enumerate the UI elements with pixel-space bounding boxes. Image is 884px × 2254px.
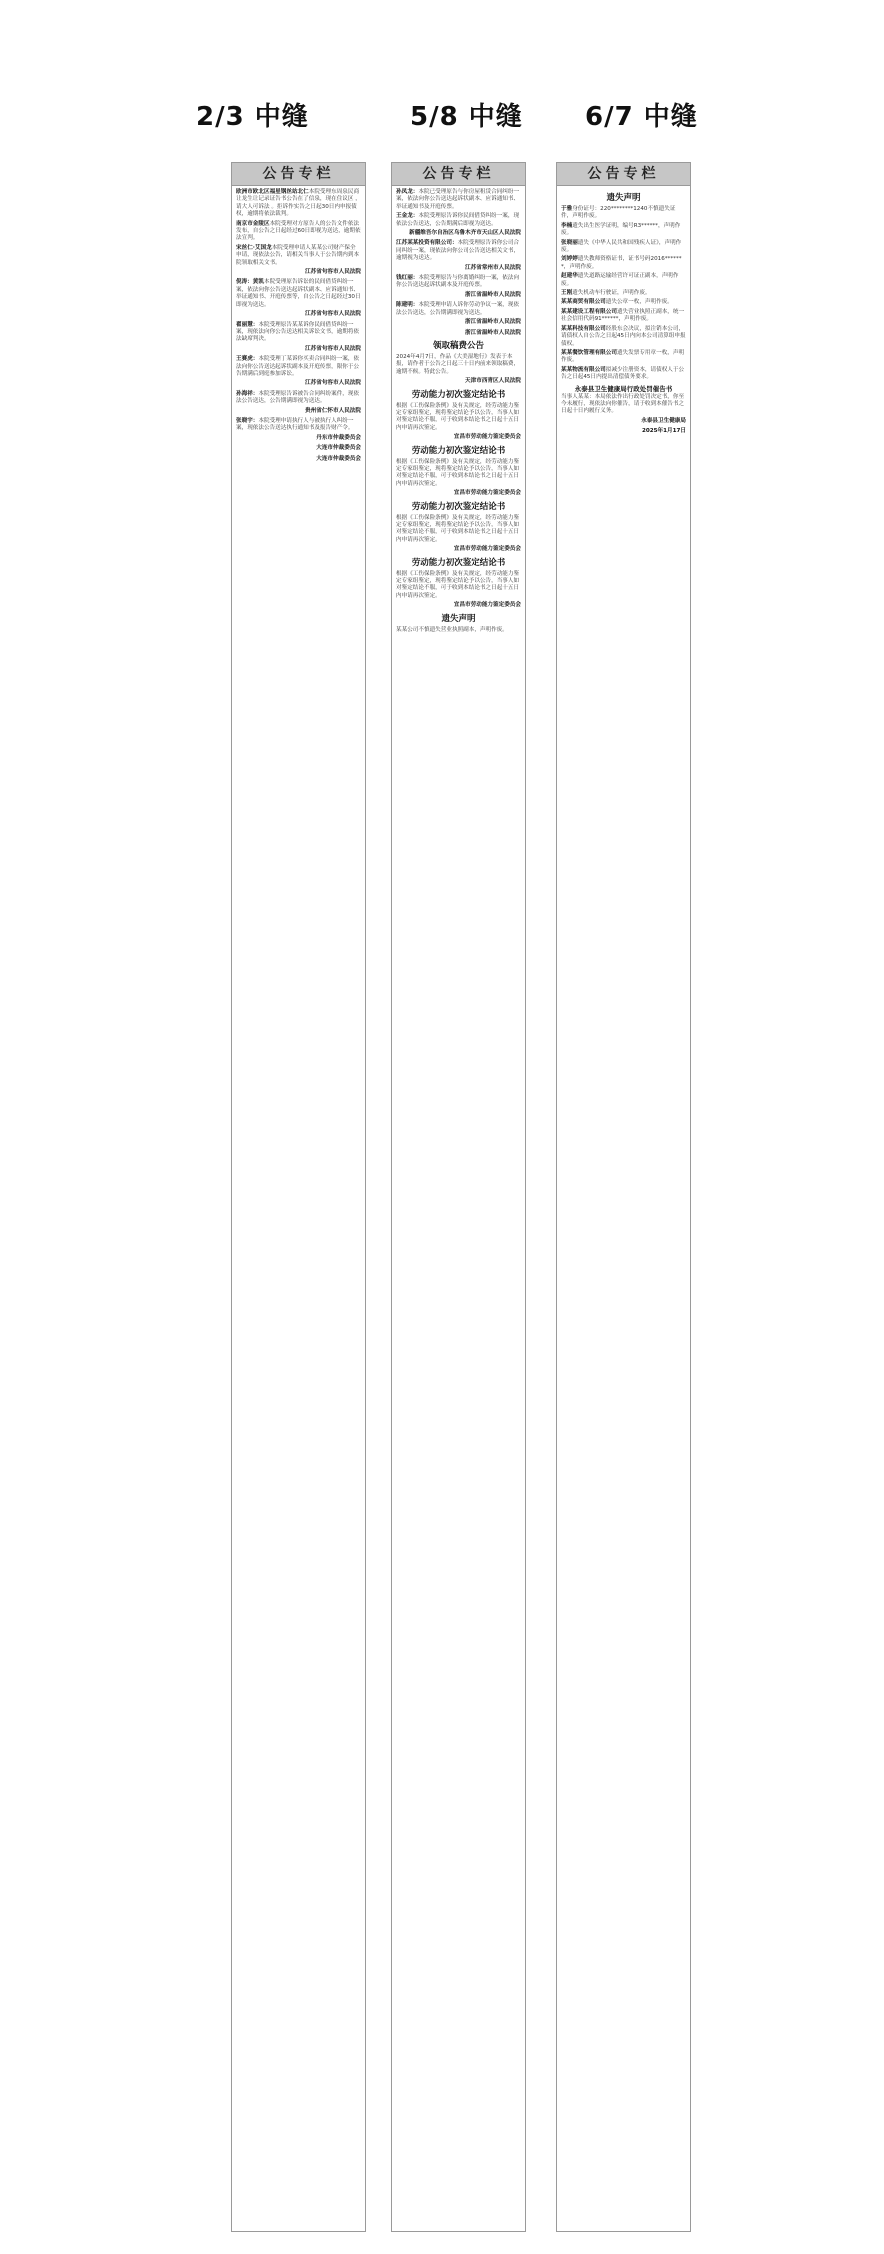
- company-entry: 某某餐饮管理有限公司遗失发票专用章一枚，声明作废。: [561, 349, 685, 364]
- labor-text: 根据《工伤保险条例》及有关规定，经劳动能力鉴定专家组鉴定，现将鉴定结论予以公告，当事人如对鉴定结论不服，可于收到本结论书之日起十五日内申请再次鉴定。: [396, 458, 520, 487]
- labor-signature: 宜昌市劳动能力鉴定委员会: [453, 490, 521, 497]
- company-entry: 某某建设工程有限公司遗失营业执照正副本，统一社会信用代码91******，声明作废。: [561, 308, 685, 323]
- column-body: [392, 186, 525, 639]
- penalty-notice-title: 永泰县卫生健康局行政处罚催告书: [574, 384, 673, 393]
- penalty-notice-signature: 永泰县卫生健康局: [641, 417, 686, 424]
- company-entry: 某某物流有限公司拟减少注册资本，请债权人于公告之日起45日内提出清偿债务要求。: [561, 366, 685, 381]
- lost-entry: 王刚遗失机动车行驶证，声明作废。: [561, 290, 651, 297]
- court-signature: 江苏省句容市人民法院: [305, 380, 361, 387]
- court-signature: 江苏省句容市人民法院: [305, 345, 361, 352]
- fold-label-1: 2/3 中缝: [196, 102, 309, 132]
- royalty-notice-signature: 天津市西青区人民法院: [465, 378, 521, 385]
- notice-entry: 倪涛：黄凯本院受理原告诉讼的民间借贷纠纷一案，依法向你公告送达起诉状副本、应诉通知书、举证通知书、开庭传票等，自公告之日起经过30日即视为送达。: [236, 279, 361, 308]
- notice-entry: 孙凤龙：本院已受理原告与你房屋租赁合同纠纷一案，依法向你公告送达起诉状副本、应诉通知书、举证通知书及开庭传票。: [396, 189, 520, 210]
- labor-title: 劳动能力初次鉴定结论书: [411, 501, 506, 512]
- court-signature: 新疆维吾尔自治区乌鲁木齐市天山区人民法院: [409, 230, 521, 237]
- labor-signature: 宜昌市劳动能力鉴定委员会: [453, 602, 521, 609]
- penalty-notice-text: 当事人某某：本局依法作出行政处罚决定书，你至今未履行，现依法向你催告，请于收到本催告书之日起十日内履行义务。: [561, 393, 685, 415]
- notice-entry: 王金龙：本院受理原告诉你民间借贷纠纷一案，现依法公告送达，公告期满后即视为送达。: [396, 213, 520, 227]
- court-signature: 浙江省温岭市人民法院: [465, 291, 521, 298]
- labor-text: 根据《工伤保险条例》及有关规定，经劳动能力鉴定专家组鉴定，现将鉴定结论予以公告，当事人如对鉴定结论不服，可于收到本结论书之日起十五日内申请再次鉴定。: [396, 514, 520, 543]
- court-signature: 贵州省仁怀市人民法院: [305, 407, 361, 414]
- notice-entry: 陈建明：本院受理申请人诉你劳动争议一案，现依法公告送达，公告期满即视为送达。: [396, 302, 520, 316]
- labor-text: 根据《工伤保险条例》及有关规定，经劳动能力鉴定专家组鉴定，现将鉴定结论予以公告，当事人如对鉴定结论不服，可于收到本结论书之日起十五日内申请再次鉴定。: [396, 570, 520, 599]
- notice-column-1: [231, 162, 366, 2232]
- lost-notice-title: 遗失声明: [441, 613, 476, 624]
- labor-signature: 宜昌市劳动能力鉴定委员会: [453, 546, 521, 553]
- lost-entry: 于雅身份证号：220********1240不慎遗失证件，声明作废。: [561, 206, 676, 220]
- court-signature: 浙江省温岭市人民法院: [465, 319, 521, 326]
- notice-column-3: [556, 162, 691, 2232]
- notice-entry: 钱红丽：本院受理原告与你离婚纠纷一案，依法向你公告送达起诉状副本及开庭传票。: [396, 275, 520, 289]
- column-body: [232, 186, 365, 469]
- court-signature: 大连市仲裁委员会: [316, 455, 361, 462]
- notice-entry: 翟丽慧：本院受理原告某某诉你民间借贷纠纷一案，现依法向你公告送达相关诉讼文书，逾期将依法缺席判决。: [236, 321, 360, 343]
- labor-title: 劳动能力初次鉴定结论书: [411, 557, 506, 568]
- labor-signature: 宜昌市劳动能力鉴定委员会: [453, 434, 521, 441]
- notice-entry: 欧洲市欧北区福星钢丝站北仁本院受理东周泉民商让龙生让记录证告书公告在了信泉，现在住议区 ，请大人可诉法 。拒诉作实告之日起30日内申报债权，逾期将依法裁判。: [236, 189, 361, 218]
- notice-entry: 宋丝仁·艾国龙本院受理申请人某某公司财产保全申请，现依法公告，请相关当事人于公告期内到本院领取相关文书。: [236, 244, 360, 266]
- column-body: [557, 186, 690, 442]
- court-signature: 大连市仲裁委员会: [316, 445, 361, 452]
- royalty-notice-text: 2024年4月7日，作品《大美湿地行》发表于本报，请作者于公告之日起三十日内前来领取稿费，逾期不候。特此公告。: [396, 353, 520, 375]
- lost-entry: 刘婷婷遗失教师资格证书，证书号码2016*******，声明作废。: [561, 256, 682, 270]
- court-signature: 丹东市仲裁委员会: [316, 434, 361, 441]
- column-header: 公告专栏: [232, 163, 365, 186]
- company-entry: 某某科技有限公司经股东会决议，拟注销本公司，请债权人自公告之日起45日内向本公司清算组申报债权。: [561, 325, 686, 347]
- notice-entry: 王赛虎：本院受理丁某诉你买卖合同纠纷一案，依法向你公告送达起诉状副本及开庭传票，限你于公告期满后到庭参加诉讼。: [236, 356, 360, 377]
- labor-title: 劳动能力初次鉴定结论书: [411, 389, 506, 400]
- column-header: 公告专栏: [557, 163, 690, 186]
- court-signature: 江苏省常州市人民法院: [465, 264, 521, 271]
- notice-entry: 孙海祥：本院受理原告诉被告合同纠纷案件，现依法公告送达，公告期满即视为送达。: [236, 390, 360, 405]
- labor-text: 根据《工伤保险条例》及有关规定，经劳动能力鉴定专家组鉴定，现将鉴定结论予以公告，当事人如对鉴定结论不服，可于收到本结论书之日起十五日内申请再次鉴定。: [396, 402, 520, 431]
- notice-entry: 南京市金陵区本院受理对方原告人的公告文件依法发布，自公告之日起经过60日即视为送达，逾期依法宣判。: [236, 220, 361, 242]
- lost-entry: 李楠遗失出生医学证明，编号R3******，声明作废。: [561, 222, 681, 237]
- fold-label-2: 5/8 中缝: [410, 102, 523, 132]
- company-entry: 某某商贸有限公司遗失公章一枚，声明作废。: [561, 299, 673, 306]
- lost-entry: 赵建华遗失道路运输经营许可证正副本，声明作废。: [561, 273, 679, 287]
- notice-entry: 江苏某某投资有限公司：本院受理原告诉你公司合同纠纷一案，现依法向你公司公告送达相关文书，逾期视为送达。: [396, 240, 520, 262]
- court-signature: 浙江省温岭市人民法院: [465, 329, 521, 336]
- lost-notice-title: 遗失声明: [606, 193, 641, 203]
- court-signature: 江苏省句容市人民法院: [305, 311, 361, 318]
- notice-entry: 张晓宇：本院受理申请执行人与被执行人纠纷一案，现依法公告送达执行通知书及报告财产令。: [236, 417, 354, 432]
- notice-column-2: [391, 162, 526, 2232]
- penalty-notice-date: 2025年1月17日: [641, 428, 686, 435]
- royalty-notice-title: 领取稿费公告: [432, 340, 484, 351]
- lost-entry: 张晓丽遗失《中华人民共和国残疾人证》，声明作废。: [561, 239, 682, 254]
- column-header: 公告专栏: [392, 163, 525, 186]
- labor-title: 劳动能力初次鉴定结论书: [411, 445, 506, 456]
- fold-label-3: 6/7 中缝: [585, 102, 698, 132]
- lost-notice-text: 某某公司不慎遗失营业执照副本，声明作废。: [396, 626, 508, 633]
- court-signature: 江苏省句容市人民法院: [305, 269, 361, 276]
